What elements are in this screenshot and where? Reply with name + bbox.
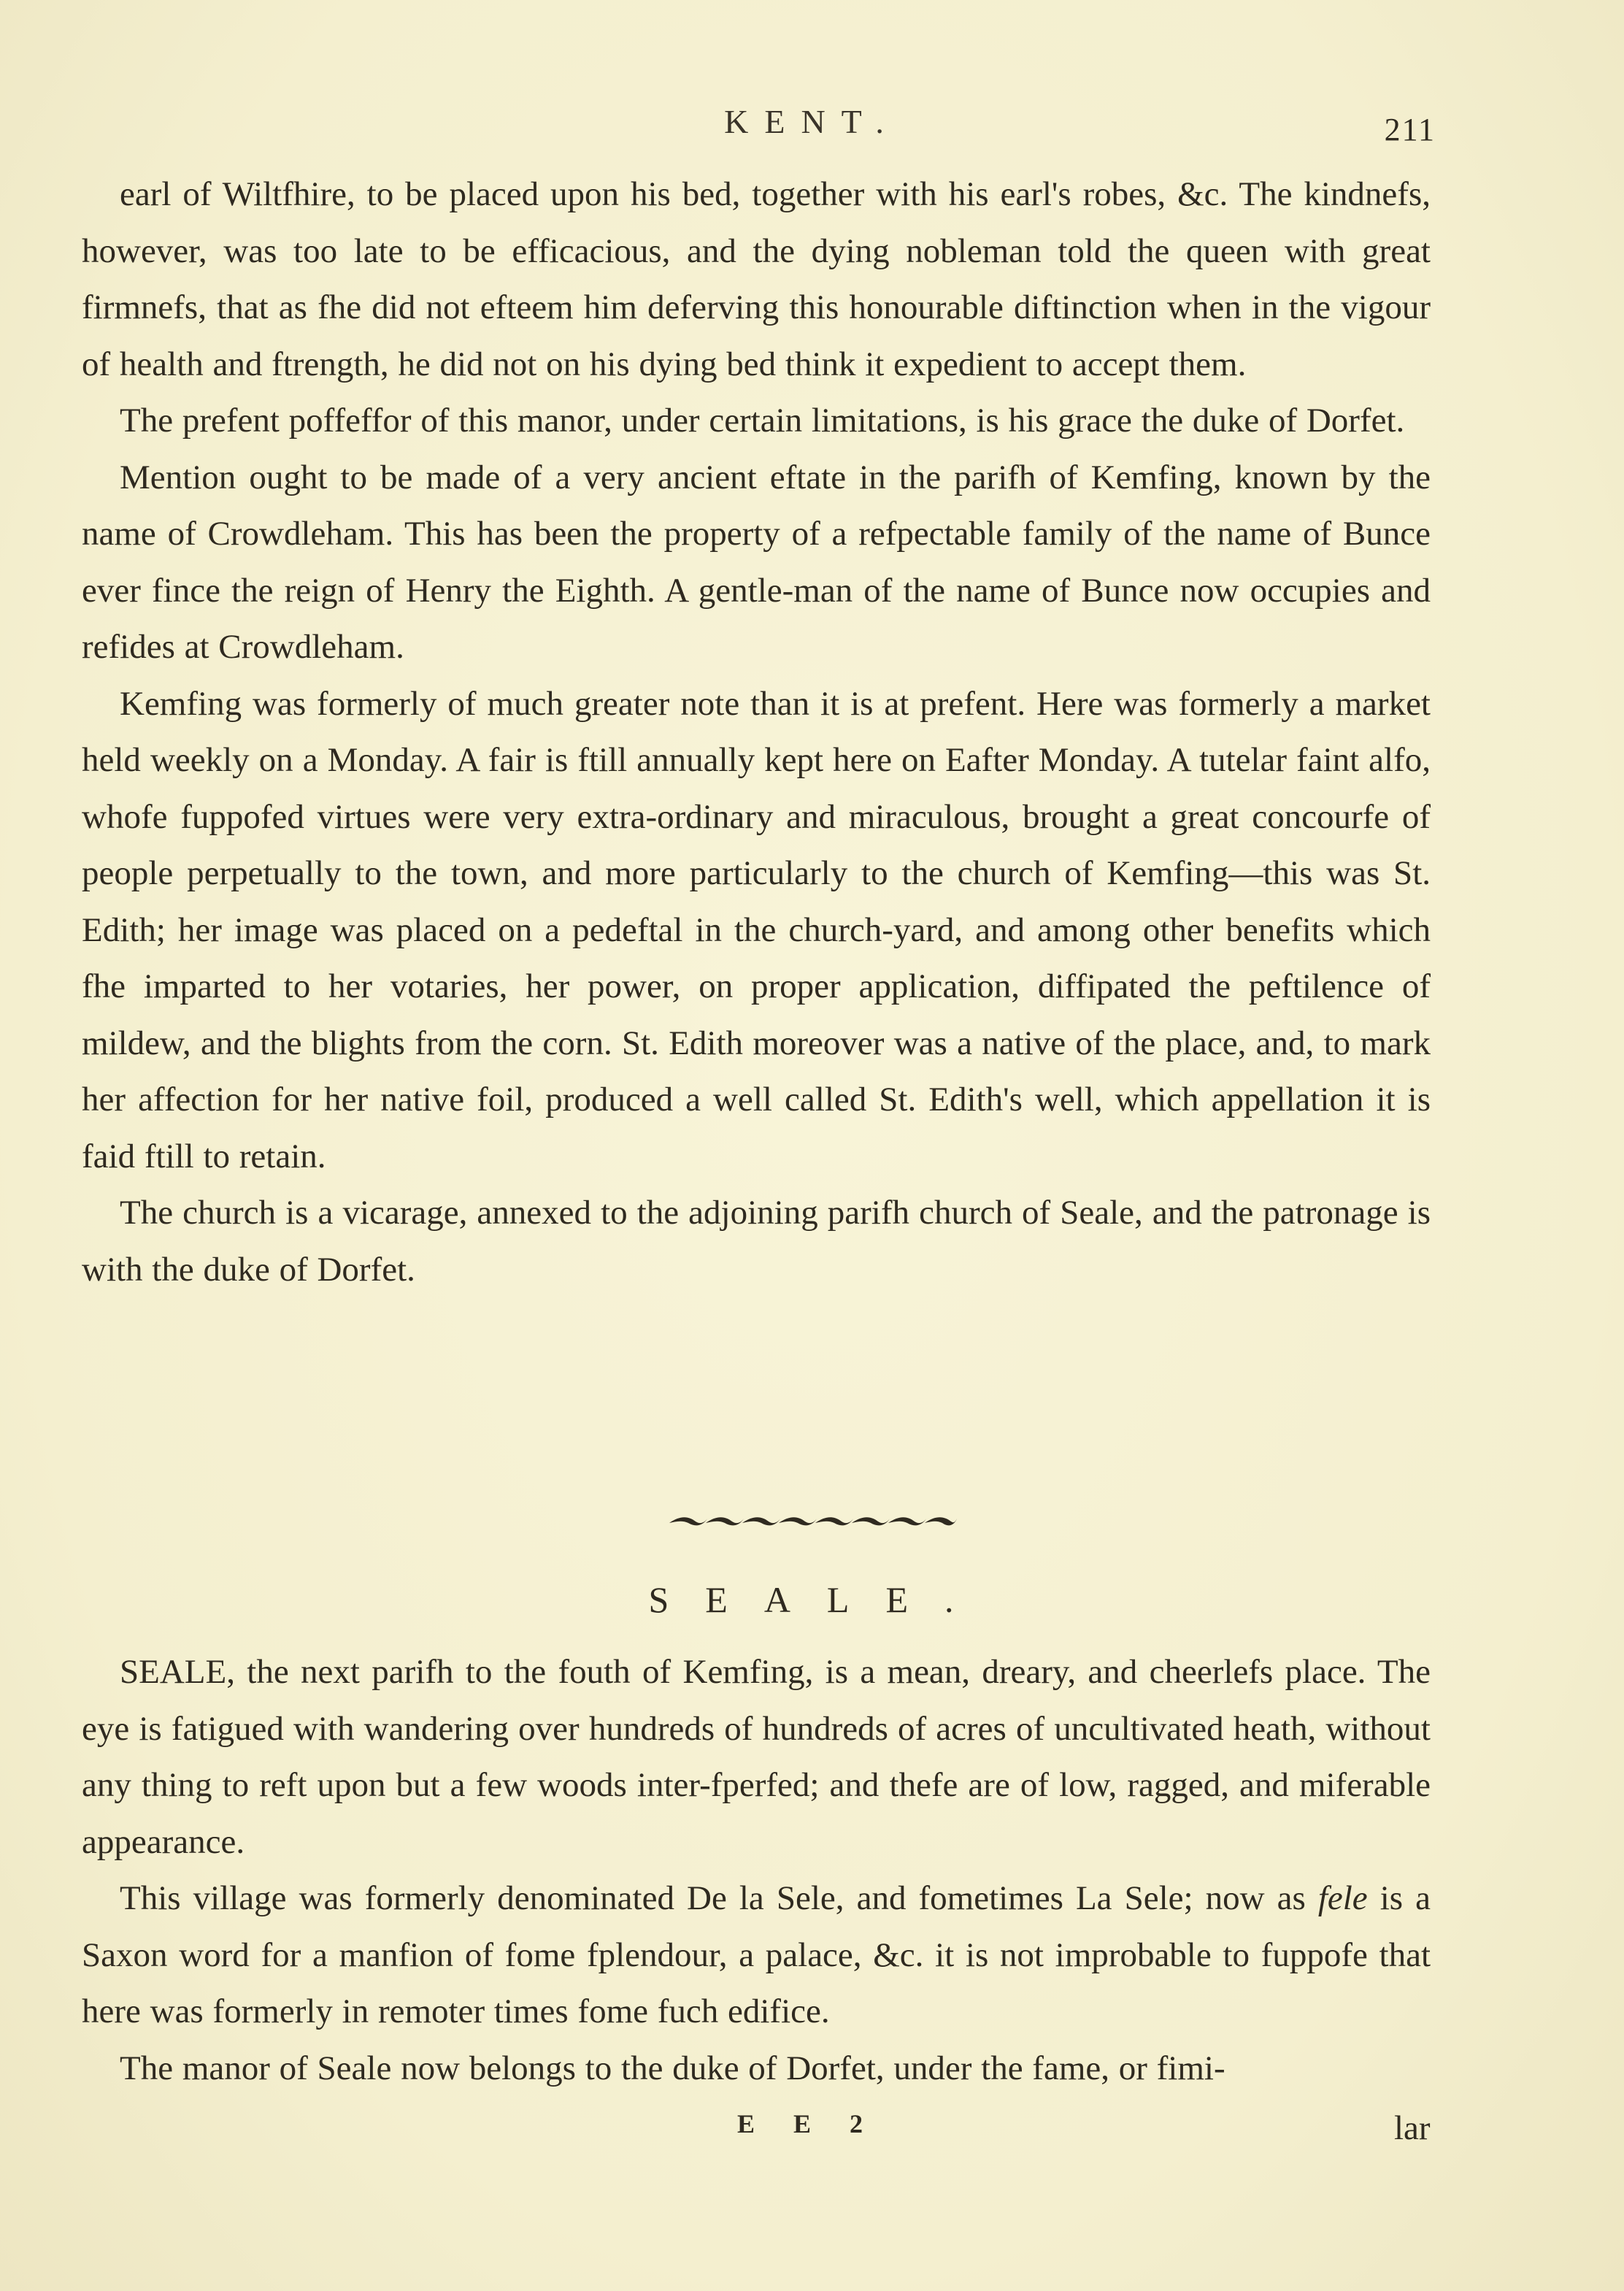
paragraph-text: earl of Wiltfhire, to be placed upon his bed, together with his earl's robes, &c. The kindnefs, however, was too late to be efficacious, and the dying nobleman told the queen with great firmnefs, that as fhe did not efteem him deferving this honourable diftinction when in the vigour of health and ftrength, he did not on his dying bed think it expedient to accept them.: [82, 175, 1431, 383]
paragraph-italic-text: fele: [1317, 1879, 1368, 1917]
signature-mark: E E 2: [737, 2109, 880, 2138]
paragraph-text: The church is a vicarage, annexed to the adjoining parifh church of Seale, and the patronage is with the duke of Dorfet.: [82, 1194, 1431, 1289]
page-number: 211: [1384, 112, 1436, 147]
paragraph: [82, 676, 1431, 1186]
body-text-seale: [82, 1644, 1431, 2097]
body-text-kemsing: [82, 166, 1431, 1298]
paragraph: [82, 450, 1431, 676]
paragraph: [82, 393, 1431, 450]
paragraph-text: Kemfing was formerly of much greater note than it is at prefent. Here was formerly a market held weekly on a Monday. A fair is ftill annually kept here on Eafter Monday. A tutelar faint alfo, whofe fuppofed virtues were very extra-ordinary and miraculous, brought a great concourfe of people perpetually to the town, and more particularly to the church of Kemfing—this was St. Edith; her image was placed on a pedeftal in the church-yard, and among other benefits which fhe imparted to her votaries, her power, on proper application, diffipated the peftilence of mildew, and the blights from the corn. St. Edith moreover was a native of the place, and, to mark her affection for her native foil, produced a well called St. Edith's well, which appellation it is faid ftill to retain.: [82, 684, 1431, 1175]
catchword: lar: [1394, 2109, 1431, 2147]
paragraph-text: is a Saxon word for a manfion of fome fplendour, a palace, &c. it is not improbable to fuppofe that here was formerly in remoter times fome fuch edifice.: [82, 1879, 1431, 2030]
ornament-rule-icon: [666, 1513, 958, 1530]
printers-ornament: [0, 1513, 1624, 1534]
paragraph: [82, 166, 1431, 393]
paragraph: [82, 1185, 1431, 1298]
paragraph-text: SEALE, the next parifh to the fouth of Kemfing, is a mean, dreary, and cheerlefs place. The eye is fatigued with wandering over hundreds of hundreds of acres of uncultivated heath, without any thing to reft upon but a few woods inter-fperfed; and thefe are of low, ragged, and miferable appearance.: [82, 1653, 1431, 1861]
section-heading: SEALE.: [648, 1579, 990, 1620]
paragraph: [82, 1644, 1431, 1870]
paragraph-text: This village was formerly denominated De la Sele, and fometimes La Sele; now as: [120, 1879, 1318, 1917]
paragraph-text: The prefent poffeffor of this manor, under certain limitations, is his grace the duke of Dorfet.: [120, 402, 1405, 440]
paragraph-text: Mention ought to be made of a very ancient eftate in the parifh of Kemfing, known by the name of Crowdleham. This has been the property of a refpectable family of the name of Bunce ever fince the reign of Henry the Eighth. A gentle-man of the name of Bunce now occupies and refides at Crowdleham.: [82, 458, 1431, 666]
paragraph: [82, 2041, 1431, 2098]
paragraph-text: The manor of Seale now belongs to the duke of Dorfet, under the fame, or fimi-: [120, 2049, 1225, 2087]
paragraph: [82, 1870, 1431, 2041]
running-head: KENT.: [724, 103, 900, 140]
